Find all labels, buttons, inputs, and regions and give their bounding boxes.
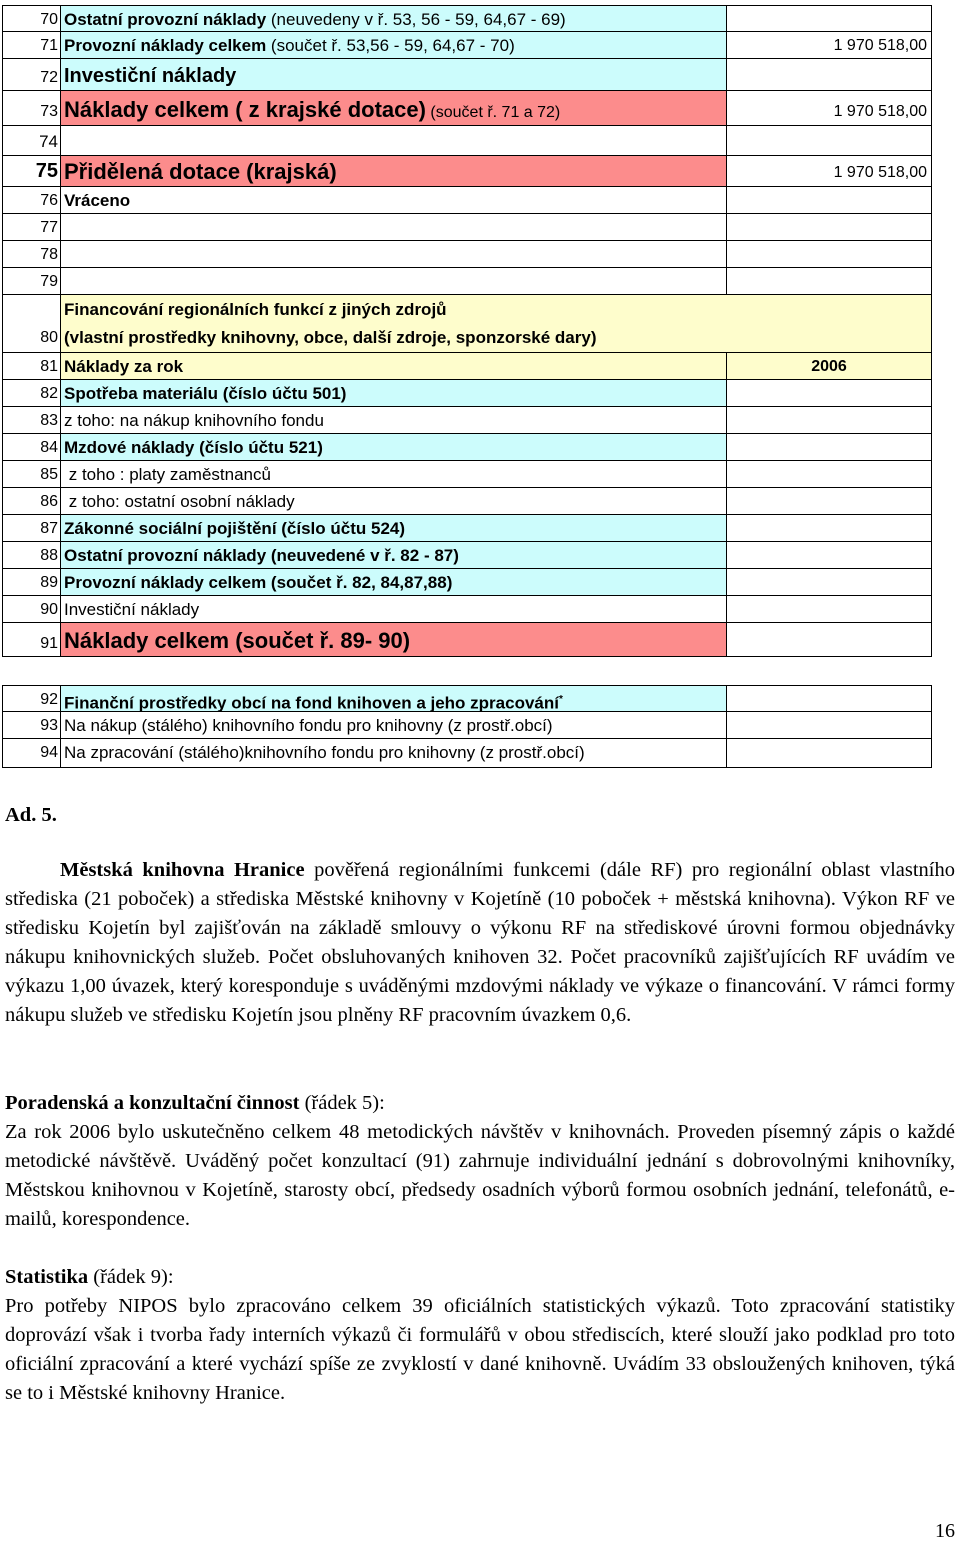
- row-label: Finanční prostředky obcí na fond knihoven a jeho zpracování*: [60, 685, 726, 712]
- row-value: 1 970 518,00: [726, 156, 932, 187]
- page-number: 16: [935, 1520, 955, 1542]
- row-value: [726, 241, 932, 268]
- table-row: [0, 126, 932, 156]
- row-value: [726, 126, 932, 156]
- row-label: Mzdové náklady (číslo účtu 521): [60, 434, 726, 461]
- row-label: Zákonné sociální pojištění (číslo účtu 524): [60, 515, 726, 542]
- row-label: z toho : platy zaměstnanců: [60, 461, 726, 488]
- financing-header-row: [0, 295, 932, 353]
- section-heading: Ad. 5.: [5, 804, 57, 826]
- paragraph-intro: Městská knihovna Hranice pověřená regionálními funkcemi (dále RF) pro regionální oblast vlastního střediska (21 poboček) a střediska Městské knihovny v Kojetíně (10 poboček + městská knihovna). Výkon RF ve středisku Kojetín byl zajišťován na základě smlouvy o výkonu RF na střediskové úrovni formou objednávky nákupu knihovnických služeb. Počet obsluhovaných knihoven 32. Počet pracovníků zajišťujících RF uvádím ve výkazu 1,00 úvazek, který koresponduje s uváděnými mzdovými náklady ve výkaze o financování. V rámci formy nákupu služeb ve středisku Kojetín jsou plněny RF pracovním úvazkem 0,6.: [5, 859, 956, 1026]
- row-number: 93: [2, 712, 60, 739]
- row-label: [60, 214, 726, 241]
- row-value: [726, 569, 932, 596]
- table-row: [0, 156, 932, 187]
- row-value: [726, 268, 932, 295]
- table-row: [0, 596, 932, 623]
- row-value: [726, 214, 932, 241]
- row-value: 1 970 518,00: [726, 91, 932, 126]
- row-value: [726, 596, 932, 623]
- table-row: [0, 542, 932, 569]
- row-number: 92: [2, 685, 60, 712]
- row-number: 86: [2, 488, 60, 515]
- row-number: 76: [2, 187, 60, 214]
- table-row: [0, 59, 932, 91]
- row-label: Náklady celkem (součet ř. 89- 90): [60, 623, 726, 657]
- row-label: Provozní náklady celkem (součet ř. 82, 84,87,88): [60, 569, 726, 596]
- row-number: 75: [2, 156, 60, 187]
- row-value: [726, 685, 932, 712]
- row-value: [726, 434, 932, 461]
- table-row: [0, 461, 932, 488]
- row-label: Ostatní provozní náklady (neuvedené v ř. 82 - 87): [60, 542, 726, 569]
- row-value: [726, 187, 932, 214]
- row-label: Investiční náklady: [60, 596, 726, 623]
- table-row: [0, 268, 932, 295]
- row-label: Spotřeba materiálu (číslo účtu 501): [60, 380, 726, 407]
- row-number: 80: [2, 295, 60, 353]
- row-label: [60, 268, 726, 295]
- row-value: [726, 623, 932, 657]
- row-label: [60, 126, 726, 156]
- row-label: Ostatní provozní náklady (neuvedeny v ř. 53, 56 - 59, 64,67 - 69): [60, 5, 726, 32]
- table-row: [0, 685, 932, 712]
- row-number: 74: [2, 126, 60, 156]
- row-label: Na nákup (stálého) knihovního fondu pro knihovny (z prostř.obcí): [60, 712, 726, 739]
- row-value: [726, 461, 932, 488]
- row-value: [726, 5, 932, 32]
- financing-header-label: Financování regionálních funkcí z jiných zdrojů (vlastní prostředky knihovny, obce, další zdroje, sponzorské dary): [60, 295, 932, 353]
- table-row: [0, 353, 932, 380]
- row-value: [726, 59, 932, 91]
- table-row: [0, 407, 932, 434]
- table-row: [0, 241, 932, 268]
- row-label: [60, 241, 726, 268]
- table-row: [0, 187, 932, 214]
- row-label: Na zpracování (stálého)knihovního fondu pro knihovny (z prostř.obcí): [60, 739, 726, 768]
- row-label: Náklady za rok: [60, 353, 726, 380]
- row-value: [726, 488, 932, 515]
- table-row: [0, 214, 932, 241]
- row-label: Přidělená dotace (krajská): [60, 156, 726, 187]
- row-number: 91: [2, 623, 60, 657]
- table-row: [0, 32, 932, 59]
- row-number: 73: [2, 91, 60, 126]
- row-label: Náklady celkem ( z krajské dotace) (součet ř. 71 a 72): [60, 91, 726, 126]
- year-value: 2006: [726, 353, 932, 380]
- row-number: 78: [2, 241, 60, 268]
- row-number: 83: [2, 407, 60, 434]
- row-number: 79: [2, 268, 60, 295]
- row-number: 85: [2, 461, 60, 488]
- section-statistics: Statistika (řádek 9): Pro potřeby NIPOS bylo zpracováno celkem 39 oficiálních statistických výkazů. Toto zpracování statistiky doprovází však i tvorba řady interních výkazů či formulářů v obou střediscích, které slouží jako podklad pro toto oficiální zpracování a které vychází spíše ze zvyklostí v dané knihovně. Uvádím 33 obsloužených knihoven, týká se to i Městské knihovny Hranice.: [5, 1266, 955, 1404]
- row-number: 94: [2, 739, 60, 768]
- row-value: [726, 712, 932, 739]
- row-number: 72: [2, 59, 60, 91]
- row-number: 81: [2, 353, 60, 380]
- row-label: z toho: na nákup knihovního fondu: [60, 407, 726, 434]
- section-consulting: Poradenská a konzultační činnost (řádek 5): Za rok 2006 bylo uskutečněno celkem 48 metodických návštěv v knihovnách. Proveden písemný zápis o každé metodické návštěvě. Uváděný počet konzultací (91) zahrnuje individuální jednání s dobrovolnými knihovníky, Městskou knihovnou v Kojetíně, starosty obcí, předsedy osadních výborů formou osobních jednání, telefonátů, e-mailů, korespondence.: [5, 1092, 955, 1230]
- row-value: [726, 739, 932, 768]
- row-number: 82: [2, 380, 60, 407]
- table-row: [0, 739, 932, 768]
- row-number: 89: [2, 569, 60, 596]
- row-number: 77: [2, 214, 60, 241]
- row-number: 71: [2, 32, 60, 59]
- row-label: Vráceno: [60, 187, 726, 214]
- table-row: [0, 434, 932, 461]
- row-label: z toho: ostatní osobní náklady: [60, 488, 726, 515]
- table-row: [0, 380, 932, 407]
- row-number: 87: [2, 515, 60, 542]
- table-row: [0, 488, 932, 515]
- row-label: Investiční náklady: [60, 59, 726, 91]
- row-value: 1 970 518,00: [726, 32, 932, 59]
- row-number: 88: [2, 542, 60, 569]
- table-row: [0, 712, 932, 739]
- table-row: [0, 91, 932, 126]
- row-value: [726, 407, 932, 434]
- table-row: [0, 515, 932, 542]
- row-value: [726, 515, 932, 542]
- row-number: 70: [2, 5, 60, 32]
- row-value: [726, 380, 932, 407]
- table-row: [0, 5, 932, 32]
- row-label: Provozní náklady celkem (součet ř. 53,56 - 59, 64,67 - 70): [60, 32, 726, 59]
- table-row: [0, 569, 932, 596]
- row-value: [726, 542, 932, 569]
- row-number: 84: [2, 434, 60, 461]
- row-number: 90: [2, 596, 60, 623]
- table-row: [0, 623, 932, 657]
